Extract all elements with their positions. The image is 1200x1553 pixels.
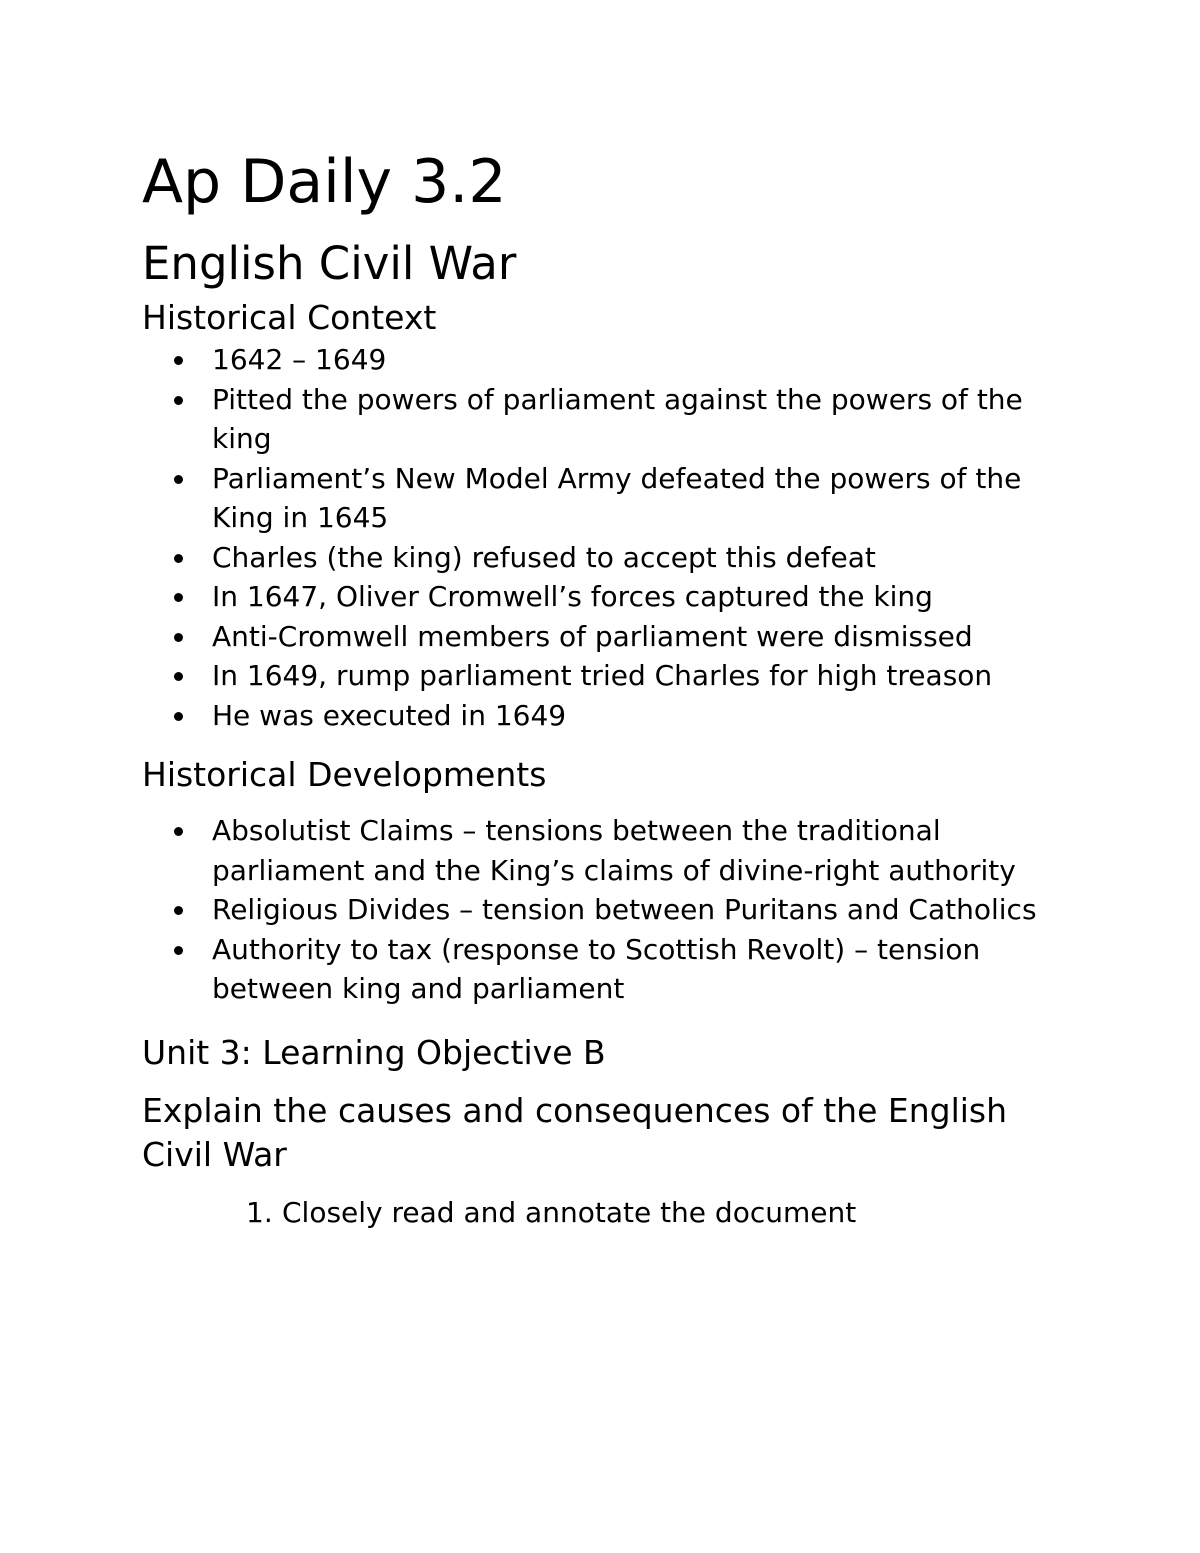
list-item: Religious Divides – tension between Puritans and Catholics xyxy=(142,890,1042,930)
page-title: Ap Daily 3.2 xyxy=(142,147,507,217)
step-text: Closely read and annotate the document xyxy=(282,1195,857,1229)
bullet-icon xyxy=(174,672,183,681)
step-number: 1. xyxy=(246,1195,273,1229)
list-item: In 1647, Oliver Cromwell’s forces captured the king xyxy=(142,577,1042,617)
context-list xyxy=(142,340,1042,735)
bullet-icon xyxy=(174,593,183,602)
bullet-icon xyxy=(174,356,183,365)
context-heading: Historical Context xyxy=(142,298,437,337)
list-item: In 1649, rump parliament tried Charles for high treason xyxy=(142,656,1042,696)
list-item: Anti-Cromwell members of parliament were dismissed xyxy=(142,617,1042,657)
page-subtitle: English Civil War xyxy=(142,237,517,290)
developments-list xyxy=(142,811,1042,1009)
bullet-icon xyxy=(174,554,183,563)
bullet-icon xyxy=(174,906,183,915)
list-item: He was executed in 1649 xyxy=(142,696,1042,736)
steps-list xyxy=(142,1193,1042,1233)
bullet-icon xyxy=(174,827,183,836)
list-item: Absolutist Claims – tensions between the traditional parliament and the King’s claims of divine-right authority xyxy=(142,811,1042,890)
developments-heading: Historical Developments xyxy=(142,755,547,794)
document-page xyxy=(142,140,1042,1233)
list-item: 1642 – 1649 xyxy=(142,340,1042,380)
list-item: Parliament’s New Model Army defeated the powers of the King in 1645 xyxy=(142,459,1042,538)
bullet-icon xyxy=(174,475,183,484)
list-item: Charles (the king) refused to accept this defeat xyxy=(142,538,1042,578)
bullet-icon xyxy=(174,396,183,405)
list-item: Pitted the powers of parliament against the powers of the king xyxy=(142,380,1042,459)
list-item xyxy=(142,1193,1042,1233)
bullet-icon xyxy=(174,633,183,642)
objective-heading: Unit 3: Learning Objective B xyxy=(142,1032,606,1072)
list-item: Authority to tax (response to Scottish Revolt) – tension between king and parliament xyxy=(142,930,1042,1009)
bullet-icon xyxy=(174,946,183,955)
objective-prompt: Explain the causes and consequences of the English Civil War xyxy=(142,1090,1008,1174)
bullet-icon xyxy=(174,712,183,721)
